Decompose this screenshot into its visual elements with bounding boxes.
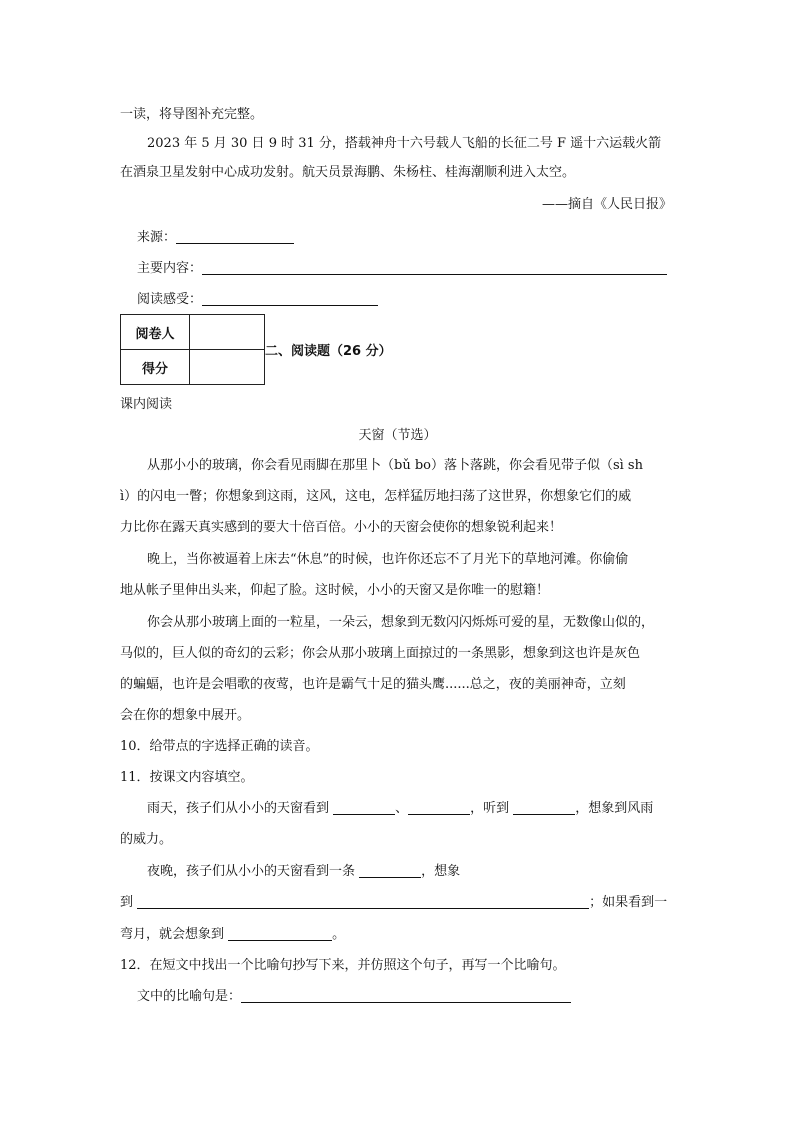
passage-p1-line3: 力比你在露天真实感到的要大十倍百倍。小小的天窗会使你的想象锐利起来！ xyxy=(120,520,563,535)
passage-p3-line1: 你会从那小玻璃上面的一粒星，一朵云，想象到无数闪闪烁烁可爱的星，无数像山似的， xyxy=(147,615,655,630)
source-field xyxy=(137,229,294,247)
q11-night-line-3: 弯月，就会想象到 。 xyxy=(120,927,346,942)
main-content-field xyxy=(137,260,667,278)
q11-blank-6[interactable] xyxy=(228,926,332,941)
question-11: 11．按课文内容填空。 xyxy=(120,770,254,785)
score-label: 得分 xyxy=(121,350,190,385)
source-label: 来源： xyxy=(137,230,177,245)
passage-p3-line3: 的蝙蝠，也许是会唱歌的夜莺，也许是霸气十足的猫头鹰......总之，夜的美丽神奇，立刻 xyxy=(120,677,626,692)
passage-title: 天窗（节选） xyxy=(358,428,437,443)
grader-cell[interactable] xyxy=(190,315,265,350)
q11-blank-5[interactable] xyxy=(137,894,589,909)
news-line-2: 在酒泉卫星发射中心成功发射。航天员景海鹏、朱杨柱、桂海潮顺利进入太空。 xyxy=(120,165,576,180)
reading-type: 课内阅读 xyxy=(120,397,173,412)
q12-answer-line: 文中的比喻句是： xyxy=(137,988,571,1006)
grading-table xyxy=(120,314,265,385)
q11-blank-2[interactable] xyxy=(408,800,470,815)
passage-p2-line1: 晚上，当你被逼着上床去“休息”的时候，也许你还忘不了月光下的草地河滩。你偷偷 xyxy=(147,552,629,567)
score-cell[interactable] xyxy=(190,350,265,385)
q11-blank-1[interactable] xyxy=(333,800,395,815)
passage-p1-line1: 从那小小的玻璃，你会看见雨脚在那里卜（bǔ bo）落卜落跳，你会看见带子似（sì sh xyxy=(147,458,643,473)
grader-label: 阅卷人 xyxy=(121,315,190,350)
news-line-1: 2023 年 5 月 30 日 9 时 31 分，搭载神舟十六号载人飞船的长征二号 F 遥十六运载火箭 xyxy=(147,136,662,151)
reading-feeling-label: 阅读感受： xyxy=(137,292,203,307)
news-source-citation: ——摘自《人民日报》 xyxy=(541,197,672,212)
main-content-label: 主要内容： xyxy=(137,261,203,276)
passage-p2-line2: 地从帐子里伸出头来，仰起了脸。这时候，小小的天窗又是你唯一的慰籍！ xyxy=(120,583,550,598)
passage-p3-line2: 马似的，巨人似的奇幻的云彩；你会从那小玻璃上面掠过的一条黑影，想象到这也许是灰色 xyxy=(120,646,641,661)
q11-blank-3[interactable] xyxy=(513,800,575,815)
q11-night-line-2: 到 ；如果看到一 xyxy=(120,895,668,910)
passage-p3-line4: 会在你的想象中展开。 xyxy=(120,708,251,723)
intro-instruction: 一读，将导图补充完整。 xyxy=(120,107,264,122)
passage-p1-line2: ì）的闪电一瞥；你想象到这雨，这风，这电，怎样猛厉地扫荡了这世界，你想象它们的威 xyxy=(120,489,632,504)
reading-feeling-blank[interactable] xyxy=(202,291,378,306)
q11-night-line: 夜晚，孩子们从小小的天窗看到一条 ，想象 xyxy=(147,864,461,879)
reading-feeling-field xyxy=(137,291,378,309)
question-10: 10．给带点的字选择正确的读音。 xyxy=(120,739,319,754)
q11-rain-line-2: 的威力。 xyxy=(120,832,173,847)
q12-blank[interactable] xyxy=(241,988,571,1003)
main-content-blank[interactable] xyxy=(202,260,667,275)
q11-rain-line: 雨天，孩子们从小小的天窗看到 、 ，听到 ，想象到风雨 xyxy=(147,801,654,816)
source-blank[interactable] xyxy=(176,229,294,244)
section-title: 二、阅读题（26 分） xyxy=(265,344,392,359)
q11-blank-4[interactable] xyxy=(359,863,421,878)
question-12: 12．在短文中找出一个比喻句抄写下来，并仿照这个句子，再写一个比喻句。 xyxy=(120,958,566,973)
